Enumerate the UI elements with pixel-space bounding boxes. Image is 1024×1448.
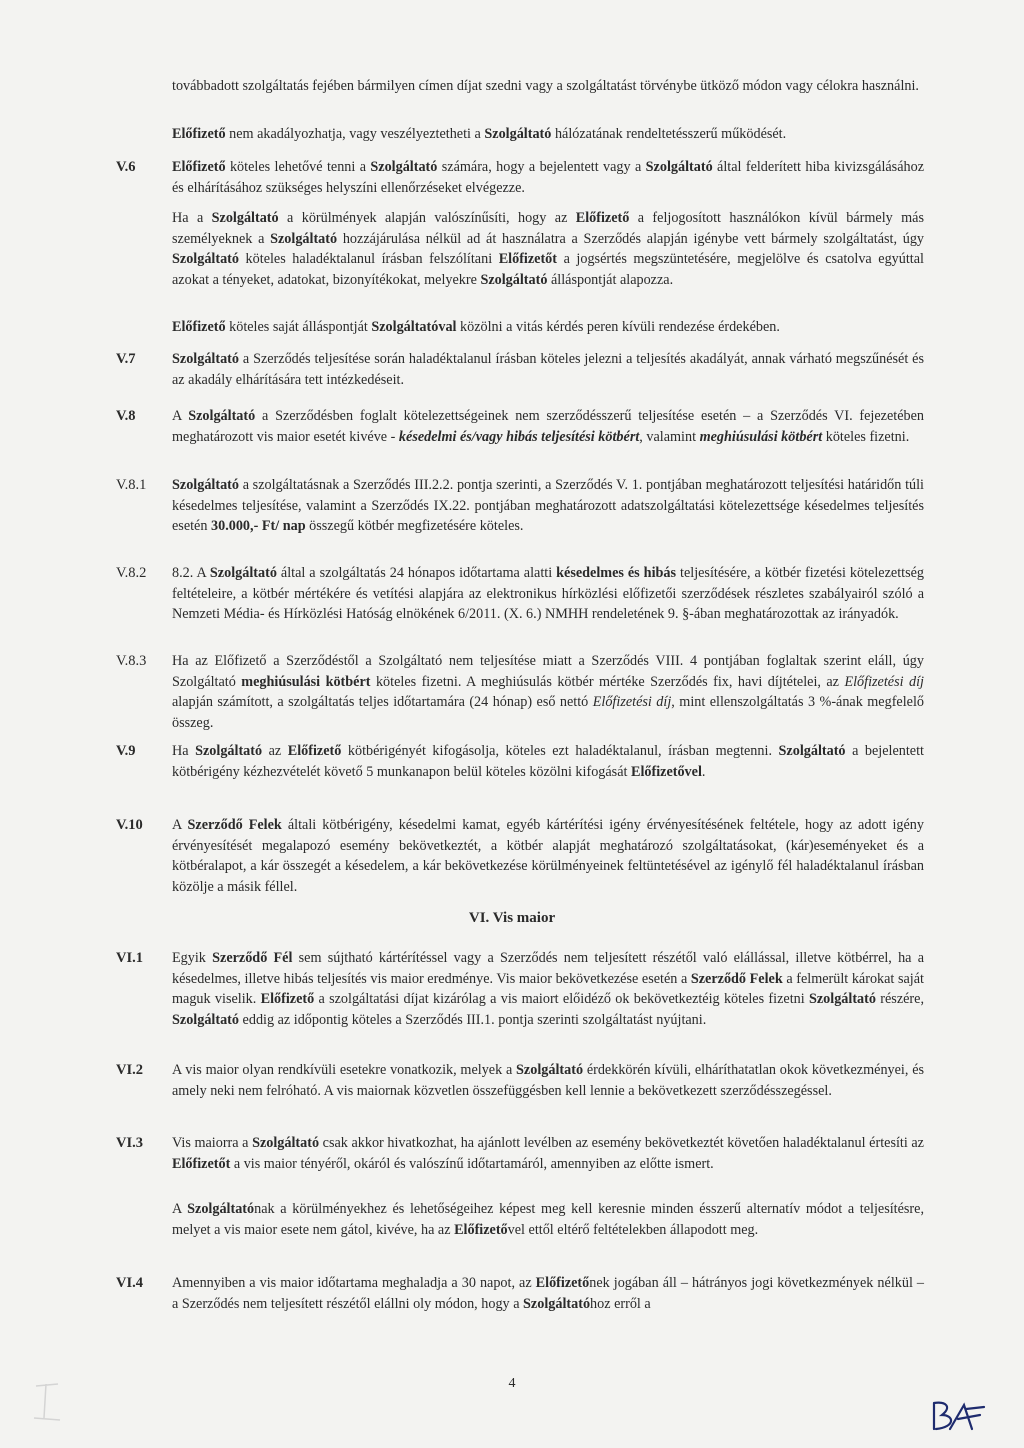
section-number-v7: V.7	[116, 351, 136, 367]
paragraph-network: Előfizető nem akadályozhatja, vagy veszélyeztetheti a Szolgáltató hálózatának rendeltetésszerű működését.	[172, 126, 787, 142]
section-number-v9: V.9	[116, 743, 136, 759]
section-number-v8: V.8	[116, 408, 136, 424]
paragraph-v8-2: 8.2. A Szolgáltató által a szolgáltatás 24 hónapos időtartama alatti késedelmes és hibás teljesítésére, a kötbér fizetési kötelezettség feltételeire, a kötbér mértékére és vetítési alapjára az elektronikus hírközlési előfizetői szerződések részletes szabályairól szóló a Nemzeti Média- és Hírközlési Hatóság elnökének 6/2011. (X. 6.) NMHH rendeletének 9. §-ában meghatározottak az irányadók.	[172, 565, 924, 622]
paragraph-vi1: Egyik Szerződő Fél sem sújtható kártérítéssel vagy a Szerződés nem teljesített részétől való elállással, illetve kötbérrel, ha a késedelmes, illetve hibás teljesítés vis maior eredménye. Vis maior bekövetkezése esetén a Szerződő Felek a felmerült károkat saját maguk viselik. Előfizető a szolgáltatási díjat kizárólag a vis maiort előidéző ok bekövetkeztéig köteles fizetni Szolgáltató részére, Szolgáltató eddig az időpontig köteles a Szerződés III.1. pontja szerinti szolgáltatást nyújtani.	[172, 950, 925, 1028]
faint-margin-mark	[28, 1378, 68, 1428]
paragraph-v8: A Szolgáltató a Szerződésben foglalt kötelezettségeinek nem szerződésszerű teljesítése esetén – a Szerződés VI. fejezetében meghatározott vis maior esetét kivéve - késedelmi és/vagy hibás teljesítési kötbért, valamint meghiúsulási kötbért köteles fizetni.	[172, 408, 924, 445]
section-number-v8-3: V.8.3	[116, 653, 147, 669]
initials-signature	[928, 1395, 990, 1437]
section-heading: VI. Vis maior	[468, 910, 556, 926]
paragraph-vi4: Amennyiben a vis maior időtartama meghaladja a 30 napot, az Előfizetőnek jogában áll – hátrányos jogi következmények nélkül – a Szerződés nem teljesített részétől elállni oly módon, hogy a Szolgáltatóhoz erről a	[172, 1275, 925, 1312]
paragraph-vi3: Vis maiorra a Szolgáltató csak akkor hivatkozhat, ha ajánlott levélben az esemény bekövetkeztét követően haladéktalanul értesíti az Előfizetőt a vis maior tényéről, okáról és valószínű időtartamáról, amennyiben az előtte ismert.	[172, 1135, 924, 1172]
paragraph-v10: A Szerződő Felek általi kötbérigény, késedelmi kamat, egyéb kártérítési igény érvényesítésének feltétele, hogy az adott igény érvényesítését megalapozó esemény bekövetkeztét, a kötbér alapját meghatározó szolgáltatásokat, (kár)eseményeket és a kötbéralapot, a kár összegét a késedelem, a kár bekövetkezése körülményeinek feltüntetésével az igénylő fél haladéktalanul írásban közölje a másik féllel.	[172, 817, 924, 895]
paragraph-v8-1: Szolgáltató a szolgáltatásnak a Szerződés III.2.2. pontja szerinti, a Szerződés V. 1. pontjában meghatározott teljesítési határidőn túli késedelmes teljesítése, valamint a Szerződés IX.22. pontjában meghatározott adatszolgáltatási kötelezettsége késedelmes teljesítés esetén 30.000,- Ft/ nap összegű kötbér megfizetésére köteles.	[172, 477, 924, 534]
page-number: 4	[508, 1376, 516, 1391]
section-number-vi3: VI.3	[116, 1135, 143, 1151]
section-number-vi4: VI.4	[116, 1275, 143, 1291]
section-number-v10: V.10	[116, 817, 143, 833]
section-number-vi1: VI.1	[116, 950, 143, 966]
section-number-v8-1: V.8.1	[116, 477, 147, 493]
section-number-v8-2: V.8.2	[116, 565, 147, 581]
paragraph-continuation: továbbadott szolgáltatás fejében bármilyen címen díjat szedni vagy a szolgáltatást törvénybe ütköző módon vagy célokra használni.	[172, 78, 919, 94]
paragraph-vi2: A vis maior olyan rendkívüli esetekre vonatkozik, melyek a Szolgáltató érdekkörén kívüli, elháríthatatlan okok következményei, és amely neki nem felróható. A vis maiornak közvetlen összefüggésben kell lennie a bekövetkezett szerződésszegéssel.	[172, 1062, 925, 1099]
section-number-vi2: VI.2	[116, 1062, 143, 1078]
paragraph-v8-3: Ha az Előfizető a Szerződéstől a Szolgáltató nem teljesítése miatt a Szerződés VIII. 4 pontjában foglaltak szerint eláll, úgy Szolgáltató meghiúsulási kötbért köteles fizetni. A meghiúsulás kötbér mértéke Szerződés fix, havi díjtételei, az Előfizetési díj alapján számított, a szolgáltatás teljes időtartamára (24 hónap) eső nettó Előfizetési díj, mint ellenszolgáltatás 3 %-ának megfelelő összeg.	[172, 653, 924, 731]
paragraph-vi3-second: A Szolgáltatónak a körülményekhez és lehetőségeihez képest meg kell keresnie minden ésszerű alternatív módot a teljesítésre, melyet a vis maior esete nem gátol, kivéve, ha az Előfizetővel ettől eltérő feltételekben állapodott meg.	[172, 1201, 924, 1238]
paragraph-v7: Szolgáltató a Szerződés teljesítése során haladéktalanul írásban köteles jelezni a teljesítés akadályát, annak várható megszűnését és az akadály elhárítására tett intézkedéseit.	[172, 351, 924, 388]
paragraph-v9: Ha Szolgáltató az Előfizető kötbérigényét kifogásolja, köteles ezt haladéktalanul, írásban megtenni. Szolgáltató a bejelentett kötbérigény kézhezvételét követő 5 munkanapon belül köteles közölni kifogását Előfizetővel.	[172, 743, 924, 780]
paragraph-v6-second: Ha a Szolgáltató a körülmények alapján valószínűsíti, hogy az Előfizető a feljogosított használókon kívül bármely más személyeknek a Szolgáltató hozzájárulása nélkül ad át használatra a Szerződés alapján igénybe vett bármely szolgáltatást, úgy Szolgáltató köteles haladéktalanul írásban felszólítani Előfizetőt a jogsértés megszüntetésére, megjelölve és csatolva egyúttal azokat a tényeket, adatokat, bizonyítékokat, melyekre Szolgáltató álláspontját alapozza.	[172, 210, 925, 288]
paragraph-v6: Előfizető köteles lehetővé tenni a Szolgáltató számára, hogy a bejelentett vagy a Szolgáltató által felderített hiba kivizsgálásához és elhárításához szükséges helyszíni ellenőrzéseket elvégezze.	[172, 159, 924, 196]
paragraph-v6-third: Előfizető köteles saját álláspontját Szolgáltatóval közölni a vitás kérdés peren kívüli rendezése érdekében.	[172, 319, 780, 335]
section-number-v6: V.6	[116, 159, 136, 175]
